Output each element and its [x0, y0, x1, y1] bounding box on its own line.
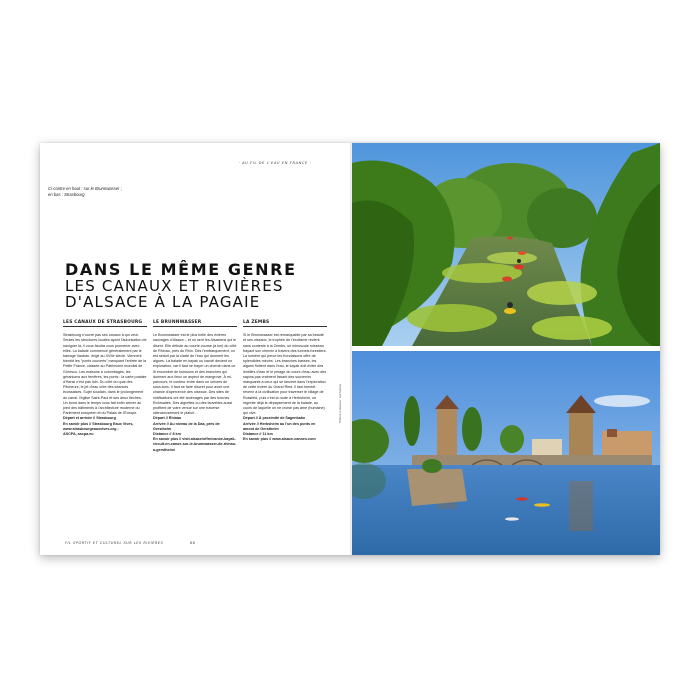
title-line-1: DANS LE MÊME GENRE — [65, 260, 297, 279]
info-line: Distance // 8 km — [153, 432, 181, 437]
info-line: ASCPA, ascpa.eu — [63, 432, 94, 437]
info-line: Distance // 11 km — [243, 432, 273, 437]
column-brunnwasser — [153, 320, 237, 453]
column-body: Strasbourg n'ouvre pas ses canaux à qui veut. Seules les structures locales ayant l'autorisation de naviguer là, il vous faudra vous promener avec elles. La balade commence généralement par le barrage Vauban, érigé au XVIIe siècle. Viennent bientôt les "ponts couverts" marquant l'entrée de la Petite France, classée au Patrimoine mondial de l'Unesco. Les maisons à colombages, les géraniums aux fenêtres, les ponts : la carte postale d'Hansi n'est pas loin. Du côté du quai des Pêcheurs, le jet d'eau crée des séances écossaises. Sujet soudain, dans le prolongement du canal, l'église Saint-Paul et ses deux flèches. Un bond dans le temps vous fait enfin arriver au pied des bâtiments à l'architecture moderne du Parlement européen et du Palais de l'Europe. — [63, 333, 147, 416]
caption-line-2: en bas : Strasbourg — [48, 192, 85, 197]
info-line: Arrivée // Herbsheim au l'un des ponts en amont de Gerstheim — [243, 421, 316, 431]
magazine-spread — [40, 143, 660, 555]
page-number: 88 — [189, 541, 196, 545]
column-zembs — [243, 320, 327, 442]
info-line: Départ // Rhinau — [153, 416, 182, 421]
info-line: En savoir plus // www.alsace-canoes.com — [243, 437, 316, 442]
photo-strasbourg-towers — [352, 351, 660, 555]
photo-credit: Phôtos ci-dessus : Ed Adams — [338, 383, 342, 423]
column-strasbourg — [63, 320, 147, 437]
page-footer — [65, 541, 195, 545]
title-line-2: LES CANAUX ET RIVIÈRES — [65, 277, 284, 295]
caption-line-1: Ci-contre en haut : sur le Brunnwasser ; — [48, 186, 122, 191]
column-heading: LA ZEMBS — [243, 320, 327, 327]
article-title — [65, 261, 335, 310]
photo-brunnwasser-kayaks — [352, 143, 660, 346]
running-header: · AU FIL DE L'EAU EN FRANCE · — [238, 161, 312, 165]
info-line: Arrivée // Au niveau de la Daa, près de Gerstheim — [153, 421, 220, 431]
footer-text: FIL SPORTIF ET CULTUREL SUR LES RIVIÈRES — [65, 541, 164, 545]
info-line: En savoir plus // visit.alsace/offre/canoe-kayak-circuit-en-canoe-sur-le-brunnwasser-de-rhinau-a-gerstheim/ — [153, 437, 237, 452]
info-line: Départ // À proximité de Sagenbahn — [243, 416, 306, 421]
strasbourg-image — [352, 351, 660, 555]
title-line-3: D'ALSACE À LA PAGAIE — [65, 293, 261, 311]
column-heading: LES CANAUX DE STRASBOURG — [63, 320, 147, 327]
kayak-river-image — [352, 143, 660, 346]
column-info — [153, 416, 237, 452]
info-line: Départ et arrivée // Strasbourg — [63, 416, 116, 421]
info-line: En savoir plus // Strasbourg Eaux Vives, www.strasbourgeauxvives.org ; — [63, 421, 134, 431]
column-info — [243, 416, 327, 442]
photo-caption — [48, 186, 158, 198]
column-body: Le Brunnwasser est le plus belle des rivières sauvages d'Alsace – et on sent les Alsaciens qui le disent. Elle débute au courte course (à km) du côté de Rhinau, près du Rhin. Dès l'embarquement, on est séduit par la clarté de l'eau qui donnent les algues. La balade en kayak ou canoë devient un exploration, car il faut se frayer un chemin dans ce lit encombré de buissons et des branches qui donnent aux lieux un aspect de mangrove. À mi-parcours, le conteur entre dans un univers de sous-bois. Il faut se faire discret pour avoir une chance d'apercevoir des oiseaux. Des sites de nidifications ont été aménagés par des bonnes Rohrsaites. Des aigrettes ou des fauvettes aussi profitent de votre venue sur une traverse silencieusement le plaisir… — [153, 333, 237, 416]
column-info — [63, 416, 147, 437]
column-body: Si le Brunnwasser est remarquable par sa beauté et ses oiseaux, le trophée de l'exotisme revient sans conteste à la Zembs, un minuscule ruisseau frayant son chemin à travers des tunnels forestiers. La lumière qui perce les frondaisons offre de splendides miroirs. Les branches basses, les algues flottent dans l'eau, le kayak doit éviter des lentilles d'eau et le pinage du cours d'eau avec des sapins pas vraiment lissant des souvenirs marquants à ceux qui se lancent dans l'exploration de cette rivière du Grand Ried. Il faut bientôt revenir à la civilisation pour traverser le village de Rossfeld, puis c'est la route à Herbsheim, on regrette déjà le dépaysement de la balade, au cours de laquelle on ne croise pas âme (humaine) qui vive. — [243, 333, 327, 416]
column-heading: LE BRUNNWASSER — [153, 320, 237, 327]
